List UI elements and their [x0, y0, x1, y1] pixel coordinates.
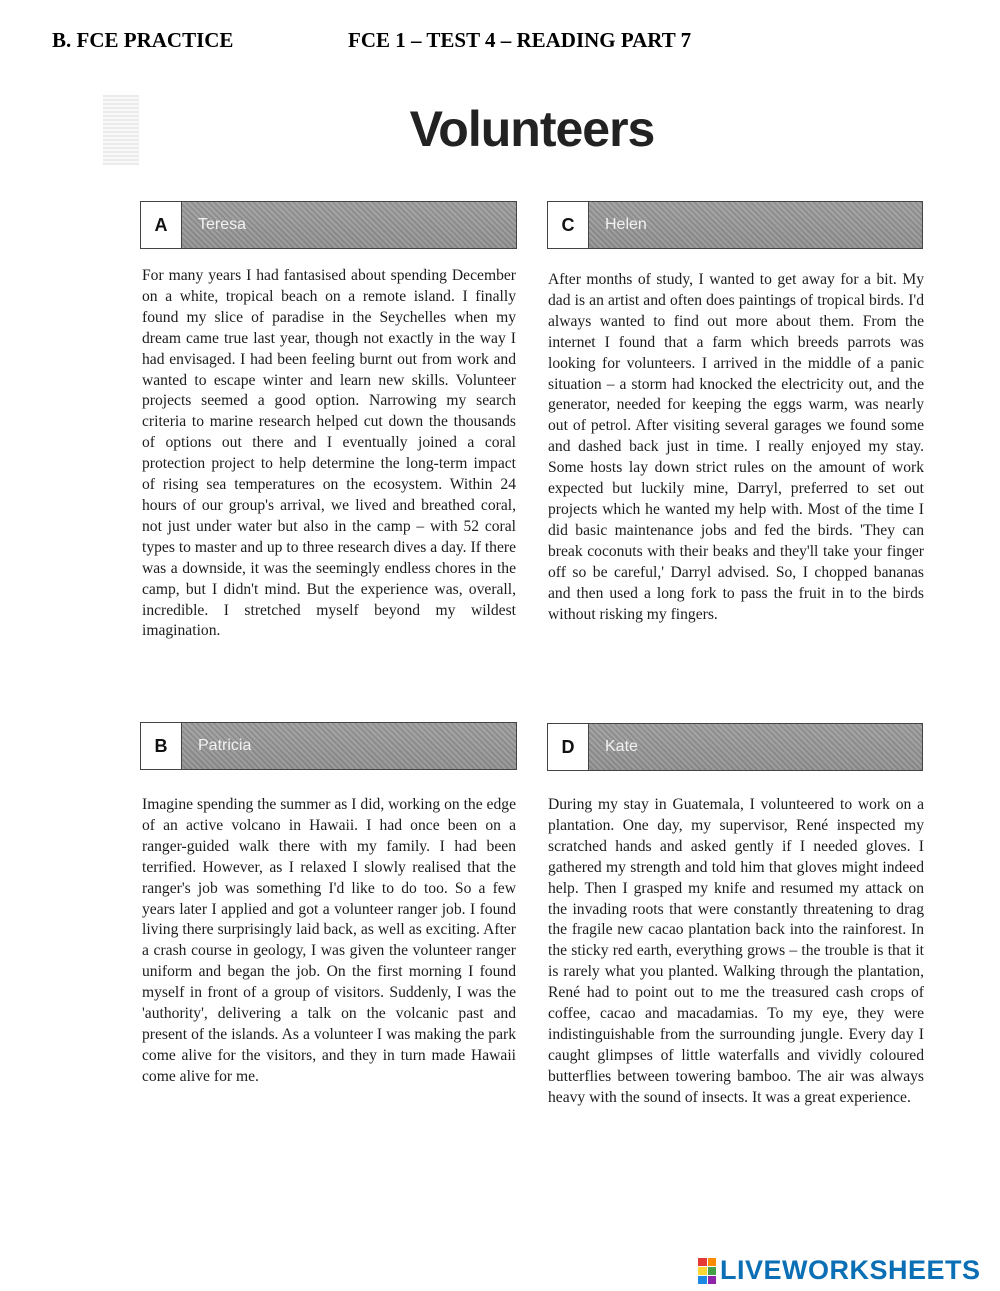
section-letter-c: C	[548, 202, 589, 248]
header-left-label: B. FCE PRACTICE	[52, 28, 234, 52]
section-text-b: Imagine spending the summer as I did, working on the edge of an active volcano in Hawaii. I had once been on a ranger-guided walk there with my family. I had been terrified. However, as I relaxed I slowly realised that the ranger's job was something I'd like to do too. So a few years later I applied and got a volunteer ranger job. I found living there surprisingly laid back, as well as exciting. After a crash course in geology, I was given the volunteer ranger uniform and began the job. On the first morning I found myself in front of a group of visitors. Suddenly, I was the 'authority', delivering a talk on the volcanic past and present of the islands. As a volunteer I was making the park come alive for the visitors, and they in turn made Hawaii come alive for me.	[142, 796, 516, 1085]
section-letter-b: B	[141, 723, 182, 769]
section-name-d: Kate	[589, 724, 922, 770]
section-header-d	[547, 723, 923, 771]
section-name-a: Teresa	[182, 202, 516, 248]
section-name-c: Helen	[589, 202, 922, 248]
section-header-b	[140, 722, 517, 770]
section-letter-a: A	[141, 202, 182, 248]
page-title: Volunteers	[409, 101, 655, 157]
liveworksheets-logo-icon	[698, 1258, 716, 1284]
section-header-a	[140, 201, 517, 249]
header-right-label: FCE 1 – TEST 4 – READING PART 7	[348, 28, 692, 52]
liveworksheets-logo[interactable]	[698, 1255, 981, 1286]
section-name-b: Patricia	[182, 723, 516, 769]
logo-text: LIVEWORKSHEETS	[720, 1255, 981, 1285]
section-text-d: During my stay in Guatemala, I volunteered to work on a plantation. One day, my supervisor, René inspected my scratched hands and asked gently if I needed gloves. I gathered my strength and told him that gloves might indeed help. Then I grasped my knife and resumed my attack on the invading roots that were constantly threatening to drag the fragile new cacao plantation back into the rainforest. In the sticky red earth, everything grows – the trouble is that it is rarely what you planted. Walking through the plantation, René had to point out to me the treasured cash crops of coffee, cacao and macadamias. To my eye, they were indistinguishable from the surrounding jungle. Every day I caught glimpses of little waterfalls and vividly coloured butterflies between towering bamboo. The air was always heavy with the sound of insects. It was a great experience.	[548, 796, 924, 1106]
section-letter-d: D	[548, 724, 589, 770]
section-header-c	[547, 201, 923, 249]
section-text-c: After months of study, I wanted to get away for a bit. My dad is an artist and often does paintings of tropical birds. I'd always wanted to find out more about them. From the internet I found that a farm which breeds parrots was looking for volunteers. I arrived in the middle of a panic situation – a storm had knocked the electricity out, and the generator, needed for keeping the eggs warm, was nearly out of petrol. After visiting several garages we found some and dashed back just in time. I really enjoyed my stay. Some hosts lay down strict rules on the amount of work expected but luckily mine, Darryl, preferred to set out projects which he wanted my help with. Most of the time I did basic maintenance jobs and fed the birds. 'They can break coconuts with their beaks and they'll take your finger off so be careful,' Darryl advised. So, I chopped bananas and then used a long fork to pass the fruit in to the birds without risking my fingers.	[548, 271, 924, 623]
section-text-a: For many years I had fantasised about spending December on a white, tropical beach on a remote island. I finally found my slice of paradise in the Seychelles when my dream came true last year, though not exactly in the way I had envisaged. I had been feeling burnt out from work and wanted to escape winter and learn new skills. Volunteer projects seemed a good option. Narrowing my search criteria to marine research helped cut down the thousands of options out there and I eventually joined a coral protection project to help determine the long-term impact of rising sea temperatures on the ecosystem. Within 24 hours of our group's arrival, we lived and breathed coral, not just under water but also in the camp – with 52 coral types to master and up to three research dives a day. If there was a downside, it was the seemingly endless chores in the camp, but I didn't mind. But the experience was, overall, incredible. I stretched myself beyond my wildest imagination.	[142, 267, 516, 640]
